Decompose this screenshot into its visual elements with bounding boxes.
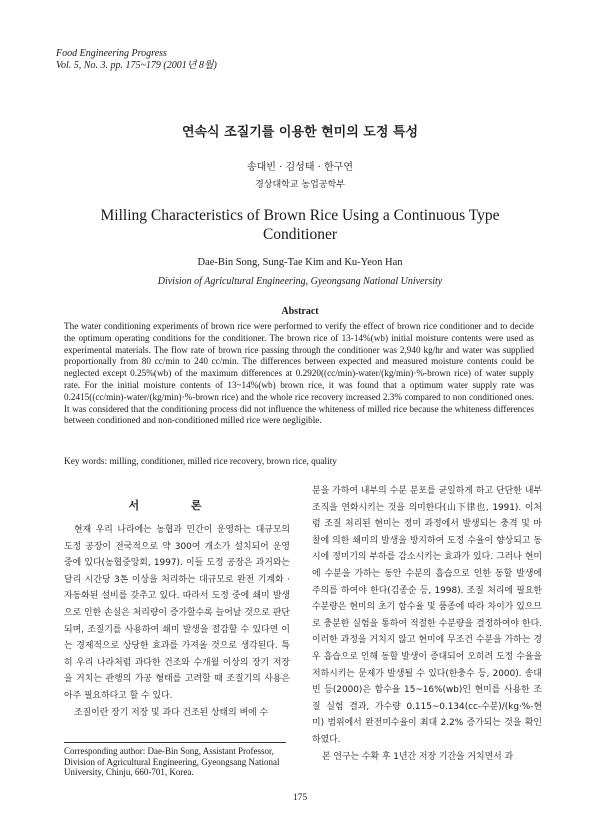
journal-volume: Vol. 5, No. 3. pp. 175~179 (2001년 8월) bbox=[56, 60, 217, 71]
left-paragraph-1: 현재 우리 나라에는 농협과 민간이 운영하는 대규모의 도정 공장이 전국적으로 약 300여 개소가 설치되어 운영 중에 있다(농협중앙회, 1997). 이들 도정 공장은 과거와는 달리 시간당 3톤 이상을 처리하는 대규모로 완전 기계화 · 자동화된 설비를 갖추고 있다. 따라서 도정 중에 쇄미 발생으로 인한 손실은 처리량이 증가할수록 늘어날 것으로 판단되며, 조질기를 사용하여 쇄미 발생을 절감할 수 있다면 이는 경제적으로 상당한 효과를 가져올 것으로 생각된다. 특히 우리 나라처럼 과다한 건조와 수개월 이상의 장기 저장을 거치는 관행의 가공 형태를 고려할 때 조질기의 사용은 아주 필요하다고 할 수 있다. bbox=[64, 525, 290, 701]
left-paragraph-2: 조질이란 장기 저장 및 과다 건조된 상태의 벼에 수 bbox=[74, 707, 269, 718]
section-heading-introduction: 서 론 bbox=[128, 499, 226, 512]
corresponding-author-footnote: Corresponding author: Dae-Bin Song, Assistant Professor, Division of Agricultural Engineering, Gyeongsang National University, Chinju, 660-701, Korea. bbox=[64, 746, 280, 778]
abstract-heading: Abstract bbox=[281, 306, 319, 317]
page-number: 175 bbox=[292, 793, 308, 803]
right-column bbox=[312, 483, 542, 765]
keywords: Key words: milling, conditioner, milled rice recovery, brown rice, quality bbox=[64, 457, 337, 467]
abstract-text: The water conditioning experiments of brown rice were performed to verify the effect of brown rice conditioner and to decide the optimum operating conditions for the conditioner. The brown rice of 13-14%(wb) initial moisture contents were used as experimental materials. The flow rate of brown rice passing through the conditioner was 2,940 kg/hr and water was supplied proportionally from 80 cc/min to 240 cc/min. The differences between expected and measured moisture contents could be neglected except 0.25%(wb) of the maximum differences at 0.2920((cc/min)-water/(kg/min)·%-brown rice) of water supply rate. For the initial moisture contents of 13~14%(wb) brown rice, it was found that a optimum water supply rate was 0.2415((cc/min)-water/(kg/min)·%-brown rice) and the whole rice recovery increased 2.3% compared to non conditioned ones. It was considered that the conditioning process did not influence the whiteness of milled rice because the whiteness differences between conditioned and non-conditioned milled rice were negligible. bbox=[64, 321, 534, 426]
korean-authors: 송대빈 · 김성태 · 한구연 bbox=[246, 162, 353, 173]
footnote-divider bbox=[64, 742, 286, 743]
left-column bbox=[64, 522, 290, 721]
korean-title: 연속식 조질기를 이용한 현미의 도정 특성 bbox=[181, 125, 419, 140]
english-authors: Dae-Bin Song, Sung-Tae Kim and Ku-Yeon Han bbox=[197, 257, 403, 268]
journal-name: Food Engineering Progress bbox=[56, 48, 167, 59]
english-title: Milling Characteristics of Brown Rice Using a Continuous Type Conditioner bbox=[100, 207, 500, 243]
right-paragraph-1: 분을 가하여 내부의 수분 분포를 균일하게 하고 단단한 내부 조직을 연화시키는 것을 의미한다(山下律也, 1991). 이처럼 조질 처리된 현미는 정미 과정에서 발생되는 충격 및 마찰에 의한 쇄미의 발생을 방지하여 도정 수율이 향상되고 동시에 정미기의 부하를 감소시키는 효과가 있다. 그러나 현미에 수분을 가하는 동안 수분의 흡습으로 인한 동할 발생에 주의를 하여야 한다(김종순 등, 1998). 조질 처리에 필요한 수분량은 현미의 초기 함수율 및 품종에 따라 차이가 있으므로 충분한 실험을 통하여 적절한 수분량을 결정하여야 한다. 이러한 과정을 거치지 않고 현미에 무조건 수분을 가하는 경우 흡습으로 인해 동할 발생이 증대되어 오히려 도정 수율을 저하시키는 문제가 발생될 수 있다(한충수 등, 2000). 송대빈 등(2000)은 함수율 15~16%(wb)인 현미를 사용한 조질 실험 결과, 가수량 0.115~0.134(cc-수분)/(kg·%-현미) 범위에서 완전미수율이 최대 2.2% 증가되는 것을 확인하였다. bbox=[312, 486, 542, 745]
right-paragraph-2: 본 연구는 수확 후 1년간 저장 기간을 거치면서 과 bbox=[322, 751, 514, 762]
english-affiliation: Division of Agricultural Engineering, Gyeongsang National University bbox=[157, 276, 443, 287]
journal-header bbox=[56, 48, 217, 72]
korean-affiliation: 경상대학교 농업공학부 bbox=[255, 180, 345, 190]
